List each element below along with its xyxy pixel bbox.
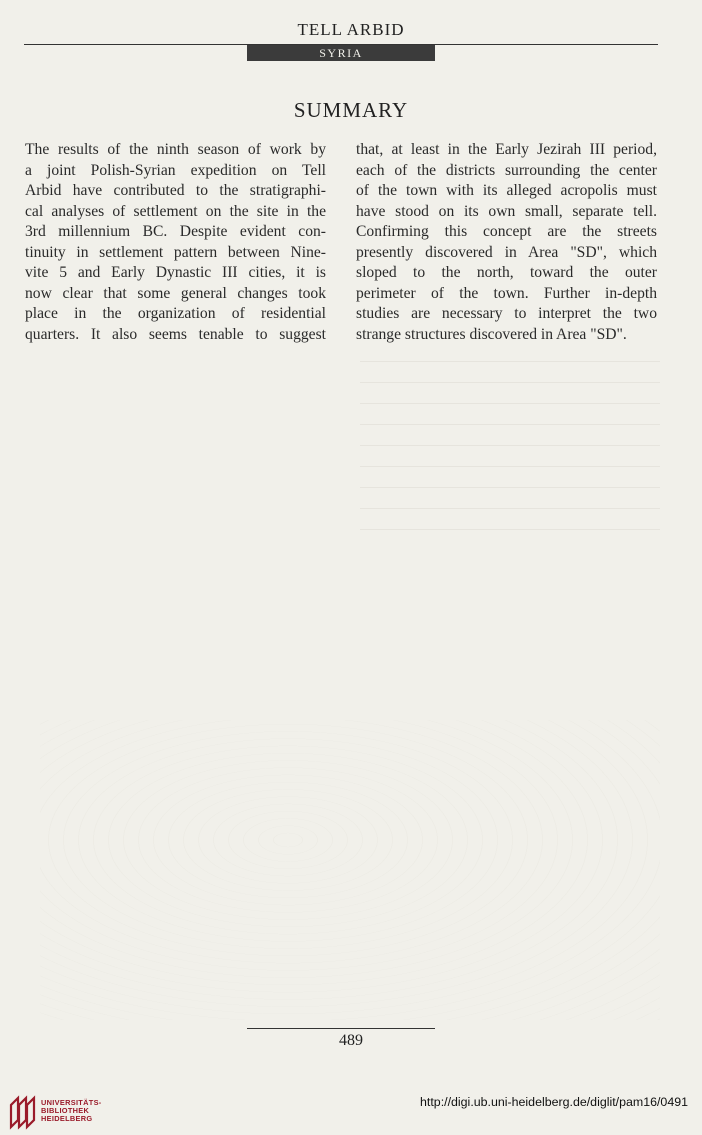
text-line: a joint Polish-Syrian expedition on Tell [25, 161, 326, 179]
text-line: studies are necessary to interpret the two [356, 305, 657, 322]
text-line: vite 5 and Early Dynastic III cities, it is [25, 264, 326, 281]
section-label: SYRIA [247, 45, 435, 61]
summary-title: SUMMARY [293, 98, 409, 122]
source-url-link[interactable]: http://digi.ub.uni-heidelberg.de/diglit/pam16/0491 [420, 1095, 688, 1109]
text-line: sloped to the north, toward the outer [356, 264, 657, 281]
text-line: have stood on its own small, separate tell. [356, 202, 657, 220]
bleed-through-map [40, 720, 660, 1020]
footer-rule [247, 1028, 435, 1029]
library-footer [0, 1090, 702, 1135]
text-line: perimeter of the town. Further in-depth [356, 284, 657, 302]
library-name [41, 1099, 102, 1124]
library-name-line: HEIDELBERG [41, 1114, 93, 1124]
text-line: that, at least in the Early Jezirah III period, [356, 141, 657, 158]
library-name-line: UNIVERSITÄTS- [41, 1098, 102, 1107]
text-line: cal analyses of settlement on the site in the [25, 202, 326, 220]
text-line: 3rd millennium BC. Despite evident con- [25, 223, 326, 240]
text-line: presently discovered in Area "SD", which [356, 243, 657, 261]
page-number: 489 [339, 1032, 363, 1049]
text-line: of the town with its alleged acropolis must [356, 182, 657, 199]
summary-right-column [356, 140, 657, 345]
running-title: TELL ARBID [297, 20, 405, 39]
library-name-line: BIBLIOTHEK [41, 1106, 90, 1116]
text-line: Confirming this concept are the streets [356, 223, 657, 240]
summary-left-column [25, 140, 326, 345]
text-line: quarters. It also seems tenable to suggest [25, 325, 326, 343]
library-logo-icon [8, 1093, 38, 1131]
text-line: place in the organization of residential [25, 305, 326, 322]
text-line: The results of the ninth season of work by [25, 141, 326, 158]
text-line: strange structures discovered in Area "SD". [356, 325, 627, 343]
text-line: now clear that some general changes took [25, 284, 326, 302]
text-line: each of the districts surrounding the center [356, 161, 657, 179]
bleed-through-text [360, 345, 660, 534]
text-line: Arbid have contributed to the stratigraphi- [25, 182, 326, 199]
text-line: tinuity in settlement pattern between Nine- [25, 243, 326, 261]
